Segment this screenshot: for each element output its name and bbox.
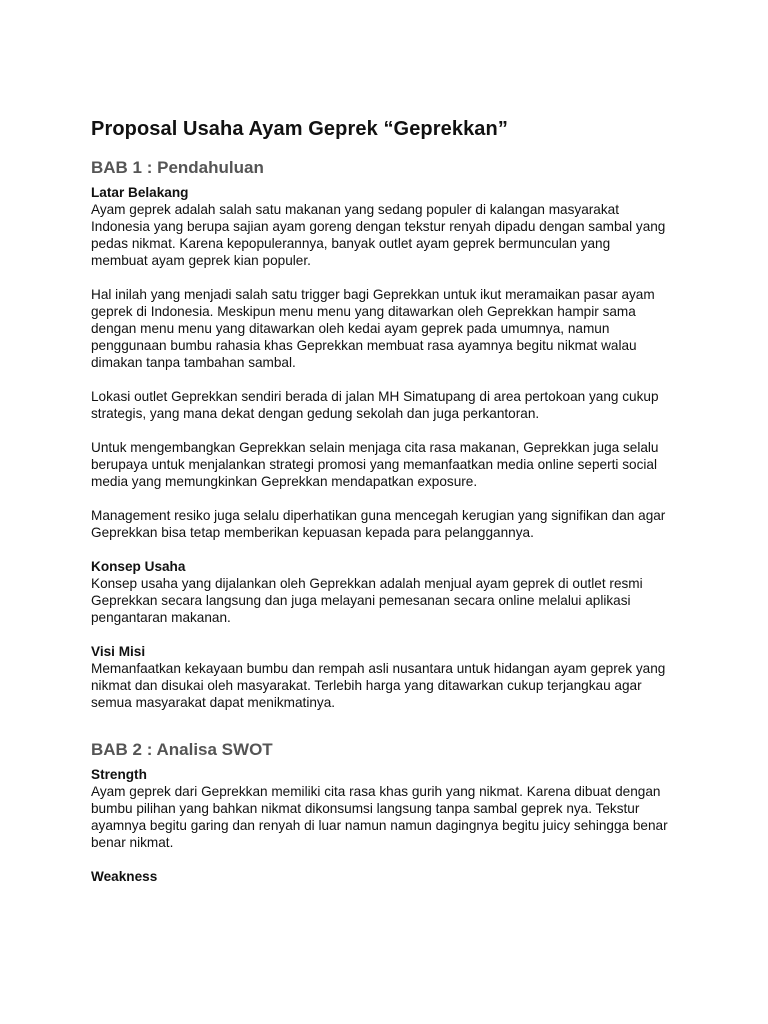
text-line: pengantaran makanan.	[91, 610, 231, 625]
document-title: Proposal Usaha Ayam Geprek “Geprekkan”	[91, 118, 508, 140]
text-line: Geprekkan secara langsung dan juga melayani pemesanan secara online melalui aplikasi	[91, 593, 631, 608]
section-heading-strength: Strength	[91, 767, 147, 782]
chapter-2-heading: BAB 2 : Analisa SWOT	[91, 740, 273, 759]
text-line: Indonesia yang berupa sajian ayam goreng dengan tekstur renyah dipadu dengan sambal yang	[91, 219, 666, 234]
paragraph-latar-belakang-1	[91, 201, 691, 269]
text-line: Hal inilah yang menjadi salah satu trigger bagi Geprekkan untuk ikut meramaikan pasar ayam	[91, 287, 655, 302]
paragraph-latar-belakang-5	[91, 507, 691, 541]
paragraph-latar-belakang-3	[91, 388, 691, 422]
text-line: benar nikmat.	[91, 835, 174, 850]
text-line: strategis, yang mana dekat dengan gedung sekolah dan juga perkantoran.	[91, 406, 540, 421]
text-line: media yang memungkinkan Geprekkan mendapatkan exposure.	[91, 474, 478, 489]
paragraph-latar-belakang-4	[91, 439, 691, 490]
text-line: membuat ayam geprek kian populer.	[91, 253, 311, 268]
section-heading-weakness: Weakness	[91, 869, 158, 884]
text-line: bumbu pilihan yang bahkan nikmat dikonsumsi langsung tanpa sambal geprek nya. Tekstur	[91, 801, 640, 816]
section-heading-konsep-usaha: Konsep Usaha	[91, 559, 186, 574]
text-line: pedas nikmat. Karena kepopulerannya, banyak outlet ayam geprek bermunculan yang	[91, 236, 611, 251]
text-line: Ayam geprek dari Geprekkan memiliki cita rasa khas gurih yang nikmat. Karena dibuat dengan	[91, 784, 661, 799]
text-line: dengan menu menu yang ditawarkan oleh kedai ayam geprek pada umumnya, namun	[91, 321, 610, 336]
section-heading-visi-misi: Visi Misi	[91, 644, 146, 659]
text-line: ayamnya begitu garing dan renyah di luar namun namun dagingnya begitu juicy sehingga benar	[91, 818, 668, 833]
text-line: Management resiko juga selalu diperhatikan guna mencegah kerugian yang signifikan dan agar	[91, 508, 666, 523]
paragraph-konsep-usaha	[91, 575, 691, 626]
text-line: Memanfaatkan kekayaan bumbu dan rempah asli nusantara untuk hidangan ayam geprek yang	[91, 661, 666, 676]
text-line: penggunaan bumbu rahasia khas Geprekkan membuat rasa ayamnya begitu nikmat walau	[91, 338, 637, 353]
text-line: berupaya untuk menjalankan strategi promosi yang memanfaatkan media online seperti social	[91, 457, 657, 472]
text-line: Ayam geprek adalah salah satu makanan yang sedang populer di kalangan masyarakat	[91, 202, 619, 217]
text-line: Geprekkan bisa tetap memberikan kepuasan kepada para pelanggannya.	[91, 525, 534, 540]
section-heading-latar-belakang: Latar Belakang	[91, 185, 189, 200]
document-page	[91, 116, 691, 885]
text-line: Konsep usaha yang dijalankan oleh Geprekkan adalah menjual ayam geprek di outlet resmi	[91, 576, 643, 591]
paragraph-visi-misi	[91, 660, 691, 711]
paragraph-latar-belakang-2	[91, 286, 691, 371]
text-line: Lokasi outlet Geprekkan sendiri berada di jalan MH Simatupang di area pertokoan yang cukup	[91, 389, 659, 404]
chapter-1-heading: BAB 1 : Pendahuluan	[91, 158, 264, 177]
text-line: Untuk mengembangkan Geprekkan selain menjaga cita rasa makanan, Geprekkan juga selalu	[91, 440, 659, 455]
text-line: semua masyarakat dapat menikmatinya.	[91, 695, 336, 710]
text-line: nikmat dan disukai oleh masyarakat. Terlebih harga yang ditawarkan cukup terjangkau agar	[91, 678, 642, 693]
text-line: dimakan tanpa tambahan sambal.	[91, 355, 296, 370]
text-line: geprek di Indonesia. Meskipun menu menu yang ditawarkan oleh Geprekkan hampir sama	[91, 304, 636, 319]
paragraph-strength	[91, 783, 691, 851]
